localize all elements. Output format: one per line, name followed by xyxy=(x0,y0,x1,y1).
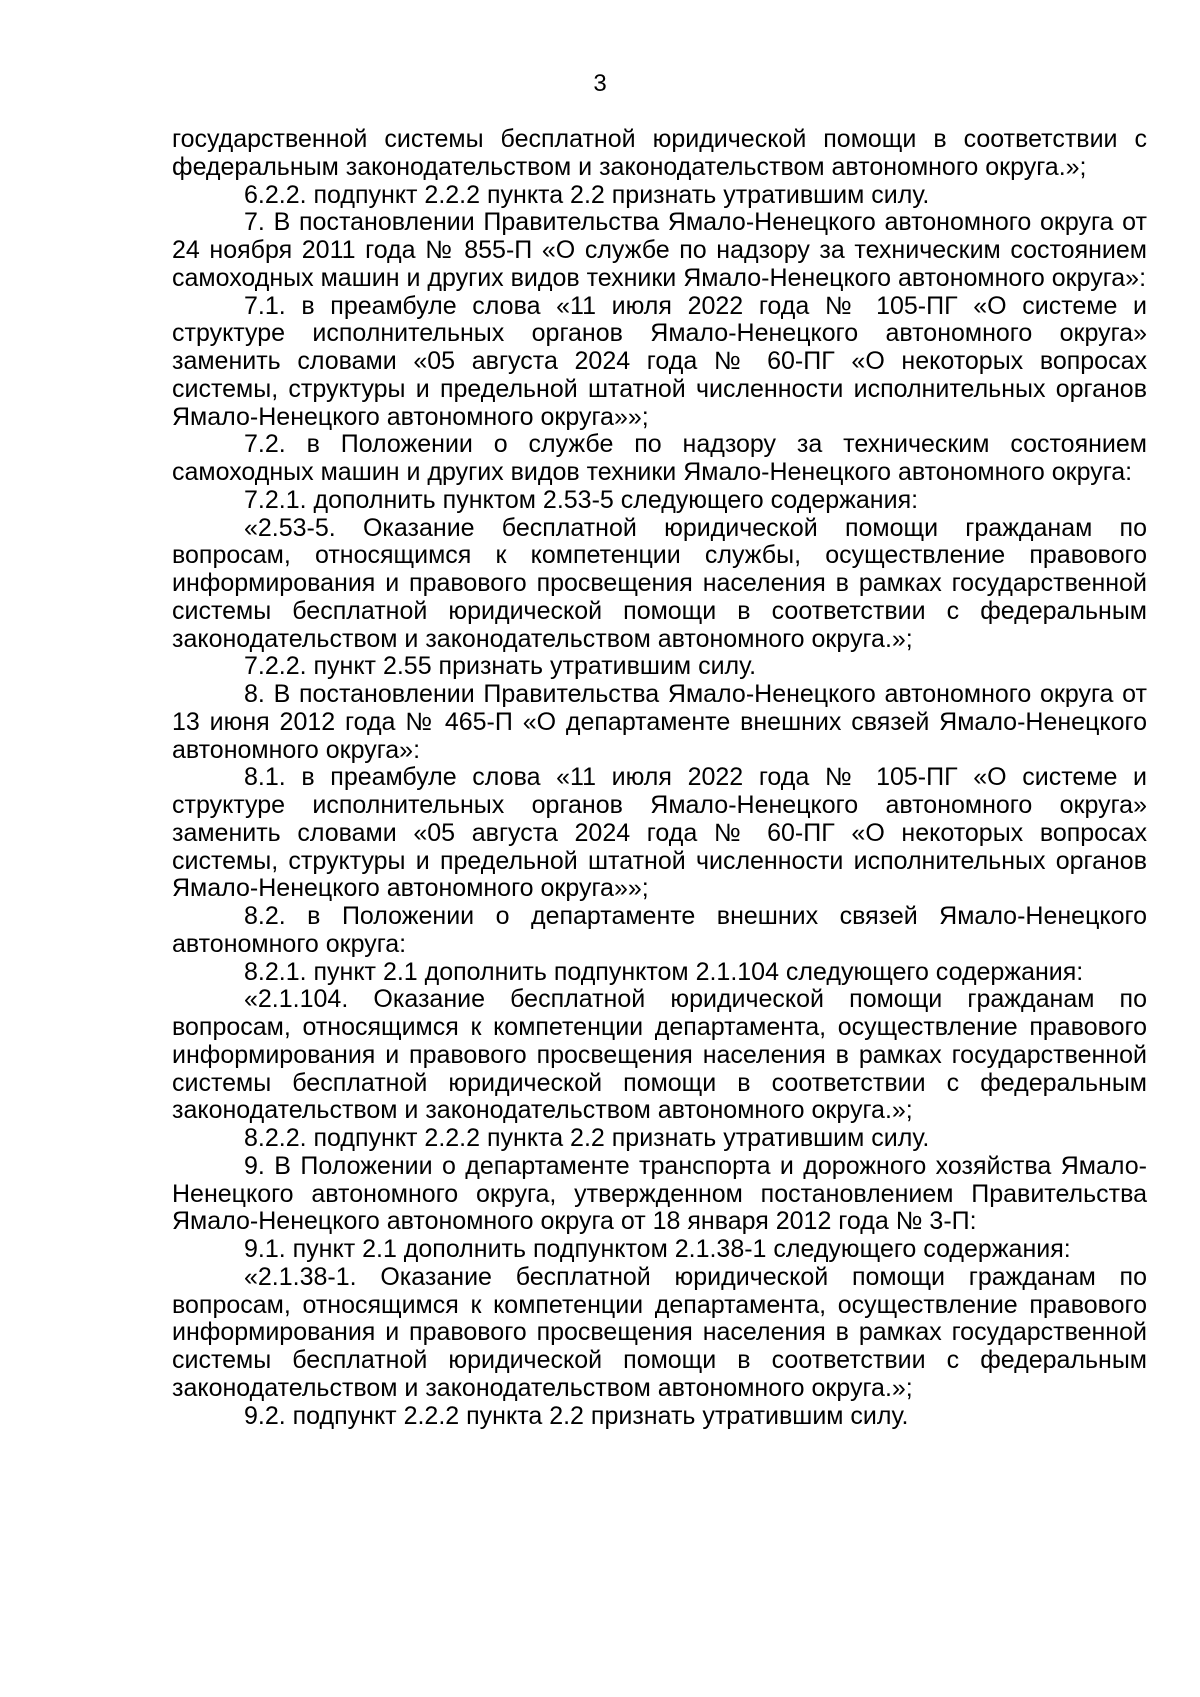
paragraph: 6.2.2. подпункт 2.2.2 пункта 2.2 признать утратившим силу. xyxy=(244,180,930,209)
paragraph: «2.1.104. Оказание бесплатной юридической помощи гражданам по вопросам, относящимся к компетенции департамента, осуществление правового информирования и правового просвещения населения в рамках государственной системы бесплатной юридической помощи в соответствии с федеральным законодательством и законодательством автономного округа.»; xyxy=(172,985,1147,1125)
paragraph: государственной системы бесплатной юридической помощи в соответствии с федеральным законодательством и законодательством автономного округа.»; xyxy=(172,125,1147,181)
paragraph: 8.2.1. пункт 2.1 дополнить подпунктом 2.1.104 следующего содержания: xyxy=(244,957,1084,986)
paragraph: 7.2.1. дополнить пунктом 2.53-5 следующего содержания: xyxy=(244,485,919,514)
paragraph: 8. В постановлении Правительства Ямало-Ненецкого автономного округа от 13 июня 2012 года № 465-П «О департаменте внешних связей Ямало-Ненецкого автономного округа»: xyxy=(172,680,1147,764)
document-body xyxy=(172,126,1147,1430)
paragraph: «2.53-5. Оказание бесплатной юридической помощи гражданам по вопросам, относящимся к компетенции службы, осуществление правового информирования и правового просвещения населения в рамках государственной системы бесплатной юридической помощи в соответствии с федеральным законодательством и законодательством автономного округа.»; xyxy=(172,513,1147,653)
paragraph: 7. В постановлении Правительства Ямало-Ненецкого автономного округа от 24 ноября 2011 года № 855-П «О службе по надзору за техническим состоянием самоходных машин и других видов техники Ямало-Ненецкого автономного округа»: xyxy=(172,208,1147,292)
paragraph: 8.2. в Положении о департаменте внешних связей Ямало-Ненецкого автономного округа: xyxy=(172,902,1147,958)
paragraph: 9.1. пункт 2.1 дополнить подпунктом 2.1.38-1 следующего содержания: xyxy=(244,1235,1071,1263)
paragraph: 8.2.2. подпункт 2.2.2 пункта 2.2 признать утратившим силу. xyxy=(244,1124,930,1152)
paragraph: «2.1.38-1. Оказание бесплатной юридической помощи гражданам по вопросам, относящимся к компетенции департамента, осуществление правового информирования и правового просвещения населения в рамках государственной системы бесплатной юридической помощи в соответствии с федеральным законодательством и законодательством автономного округа.»; xyxy=(172,1262,1147,1402)
paragraph: 7.2.2. пункт 2.55 признать утратившим силу. xyxy=(244,652,757,681)
paragraph: 9. В Положении о департаменте транспорта и дорожного хозяйства Ямало-Ненецкого автономного округа, утвержденном постановлением Правительства Ямало-Ненецкого автономного округа от 18 января 2012 года № 3-П: xyxy=(172,1151,1147,1236)
paragraph: 7.1. в преамбуле слова «11 июля 2022 года № 105-ПГ «О системе и структуре исполнительных органов Ямало-Ненецкого автономного округа» заменить словами «05 августа 2024 года № 60-ПГ «О некоторых вопросах системы, структуры и предельной штатной численности исполнительных органов Ямало-Ненецкого автономного округа»»; xyxy=(172,291,1147,431)
paragraph: 9.2. подпункт 2.2.2 пункта 2.2 признать утратившим силу. xyxy=(244,1401,909,1430)
page-number: 3 xyxy=(593,70,607,97)
paragraph: 8.1. в преамбуле слова «11 июля 2022 года № 105-ПГ «О системе и структуре исполнительных органов Ямало-Ненецкого автономного округа» заменить словами «05 августа 2024 года № 60-ПГ «О некоторых вопросах системы, структуры и предельной штатной численности исполнительных органов Ямало-Ненецкого автономного округа»»; xyxy=(172,763,1147,903)
paragraph: 7.2. в Положении о службе по надзору за техническим состоянием самоходных машин и других видов техники Ямало-Ненецкого автономного округа: xyxy=(172,430,1147,486)
